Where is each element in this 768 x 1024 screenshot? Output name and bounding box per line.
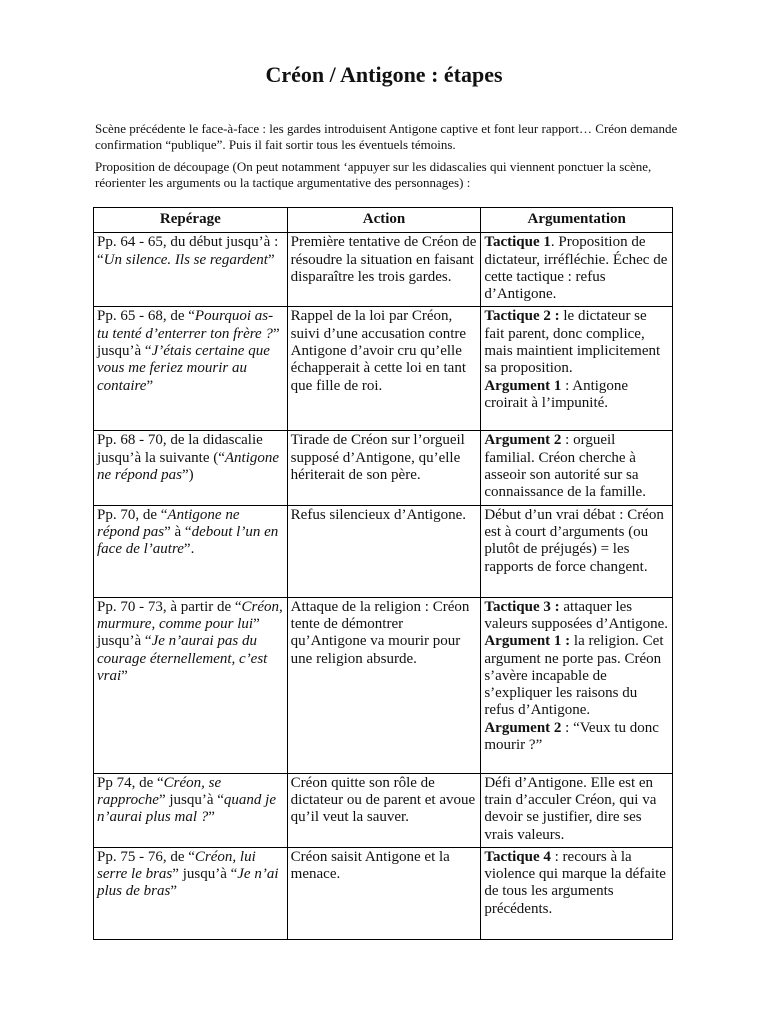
reference-text: ” jusqu’à “ <box>97 325 280 360</box>
argument-paragraph <box>484 599 669 634</box>
table-row <box>94 431 673 505</box>
argument-paragraph <box>484 378 669 413</box>
argument-label: Argument 2 <box>484 719 562 736</box>
argument-paragraph <box>484 507 669 576</box>
reference-text: Pp. 68 - 70, de la didascalie jusqu’à la suivante (“ <box>97 432 263 466</box>
argument-label: Tactique 4 <box>484 848 551 865</box>
reference-text: Pp. 70 - 73, à partir de “ <box>97 598 242 615</box>
reference-text: Pp. 75 - 76, de “ <box>97 848 195 865</box>
argument-text: . Proposition de dictateur, irréfléchie. Échec de cette tactique : refus d’Antigone. <box>484 234 668 303</box>
argument-text: : recours à la violence qui marque la défaite de tous les arguments précédents. <box>484 848 666 917</box>
table-row <box>94 307 673 431</box>
cell-action: Tirade de Créon sur l’orgueil supposé d’Antigone, qu’elle hériterait de son père. <box>287 431 481 505</box>
cell-reperage <box>94 431 288 505</box>
reference-text: ”. <box>183 541 195 558</box>
argument-text: attaquer les valeurs supposées d’Antigone. <box>484 598 669 632</box>
cell-reperage <box>94 233 288 307</box>
argument-label: Tactique 3 : <box>484 598 560 615</box>
intro-paragraph-context: Scène précédente le face-à-face : les gardes introduisent Antigone captive et font leur rapport… Créon demande confirmation “publique”. Puis il fait sortir tous les éventuels témoins. <box>95 121 678 152</box>
cell-argumentation <box>481 847 673 939</box>
reference-text: ” jusqu’à “ <box>97 615 260 650</box>
reference-text: Pp. 65 - 68, de “ <box>97 308 195 325</box>
cell-reperage <box>94 505 288 597</box>
cell-reperage <box>94 847 288 939</box>
cell-argumentation <box>481 307 673 431</box>
header-reperage: Repérage <box>94 208 288 233</box>
cell-action: Créon quitte son rôle de dictateur ou de parent et avoue qu’il veut la sauver. <box>287 773 481 847</box>
intro-paragraph-proposal: Proposition de découpage (On peut notamment ‘appuyer sur les didascalies qui viennent ponctuer la scène, réorienter les arguments ou la tactique argumentative des personnages) : <box>95 159 652 190</box>
quote-text: Je n’aurai pas du courage éternellement, c’est vrai <box>97 633 268 684</box>
cell-action: Première tentative de Créon de résoudre la situation en faisant disparaître les trois gardes. <box>287 233 481 307</box>
cell-argumentation <box>481 431 673 505</box>
stages-table <box>93 207 673 940</box>
cell-action: Attaque de la religion : Créon tente de démontrer qu’Antigone va mourir pour une religion absurde. <box>287 597 481 773</box>
argument-label: Argument 1 : <box>484 633 571 650</box>
reference-text: ” <box>170 883 178 900</box>
quote-text: Pourquoi as-tu tenté d’enterrer ton frère ? <box>97 308 274 342</box>
quote-text: quand je n’aurai plus mal ? <box>97 791 276 826</box>
argument-paragraph <box>484 234 669 303</box>
table-header-row <box>94 208 673 233</box>
page-title: Créon / Antigone : étapes <box>265 62 503 87</box>
reference-text: ” <box>121 667 128 684</box>
quote-text: Créon, murmure, comme pour lui <box>97 598 283 632</box>
argument-paragraph <box>484 720 669 755</box>
argument-label: Tactique 1 <box>484 234 551 251</box>
cell-action: Créon saisit Antigone et la menace. <box>287 847 481 939</box>
argument-label: Argument 1 <box>484 377 562 394</box>
header-argumentation: Argumentation <box>481 208 673 233</box>
argument-text: : Antigone croirait à l’impunité. <box>484 377 629 411</box>
quote-text: debout l’un en face de l’autre <box>97 523 279 558</box>
reference-text: Pp. 64 - 65, du début jusqu’à : “ <box>97 234 279 268</box>
argument-paragraph <box>484 775 669 844</box>
quote-text: Un silence. Ils se regardent <box>103 251 268 268</box>
argument-text: le dictateur se fait parent, donc complice, mais maintient implicitement sa proposition. <box>484 308 661 377</box>
cell-action: Rappel de la loi par Créon, suivi d’une accusation contre Antigone d’avoir cru qu’elle échapperait à cette loi en tant que fille de roi. <box>287 307 481 431</box>
cell-argumentation <box>481 233 673 307</box>
reference-text: ” <box>267 251 275 268</box>
cell-argumentation <box>481 505 673 597</box>
table-row <box>94 233 673 307</box>
argument-text: Début d’un vrai débat : Créon est à court d’arguments (ou plutôt de préjugés) = les rapports de force changent. <box>484 506 664 575</box>
table-row <box>94 847 673 939</box>
argument-text: : orgueil familial. Créon cherche à asseoir son autorité sur sa connaissance de la famille. <box>484 432 646 501</box>
reference-text: ” jusqu’à “ <box>158 791 224 808</box>
reference-text: Pp 74, de “ <box>97 774 164 791</box>
cell-action: Refus silencieux d’Antigone. <box>287 505 481 597</box>
argument-text: la religion. Cet argument ne porte pas. Créon s’avère incapable de s’expliquer les raisons du refus d’Antigone. <box>484 633 664 719</box>
argument-paragraph <box>484 432 669 501</box>
argument-text: Défi d’Antigone. Elle est en train d’acculer Créon, qui va devoir se justifier, dire ses vrais valeurs. <box>484 774 657 843</box>
table-row <box>94 505 673 597</box>
quote-text: Antigone ne répond pas <box>97 506 240 540</box>
quote-text: Je n’ai plus de bras <box>97 866 279 900</box>
table-body <box>94 233 673 940</box>
quote-text: J’étais certaine que vous me feriez mourir au contaire <box>97 343 270 394</box>
cell-reperage <box>94 773 288 847</box>
quote-text: Créon, se rapproche <box>97 774 222 808</box>
reference-text: ” jusqu’à “ <box>172 866 238 883</box>
quote-text: Antigone ne répond pas <box>97 449 280 484</box>
reference-text: Pp. 70, de “ <box>97 506 168 523</box>
argument-label: Argument 2 <box>484 432 562 449</box>
cell-reperage <box>94 597 288 773</box>
cell-argumentation <box>481 773 673 847</box>
reference-text: ”) <box>182 467 194 484</box>
header-action: Action <box>287 208 481 233</box>
cell-argumentation <box>481 597 673 773</box>
argument-paragraph <box>484 849 669 918</box>
reference-text: ” <box>146 377 154 394</box>
argument-paragraph <box>484 308 669 377</box>
cell-reperage <box>94 307 288 431</box>
argument-label: Tactique 2 : <box>484 308 560 325</box>
reference-text: ” <box>208 809 215 826</box>
quote-text: Créon, lui serre le bras <box>97 848 256 883</box>
argument-paragraph <box>484 633 669 719</box>
reference-text: ” à “ <box>164 523 192 540</box>
table-row <box>94 773 673 847</box>
argument-text: : “Veux tu donc mourir ?” <box>484 719 659 754</box>
table-row <box>94 597 673 773</box>
